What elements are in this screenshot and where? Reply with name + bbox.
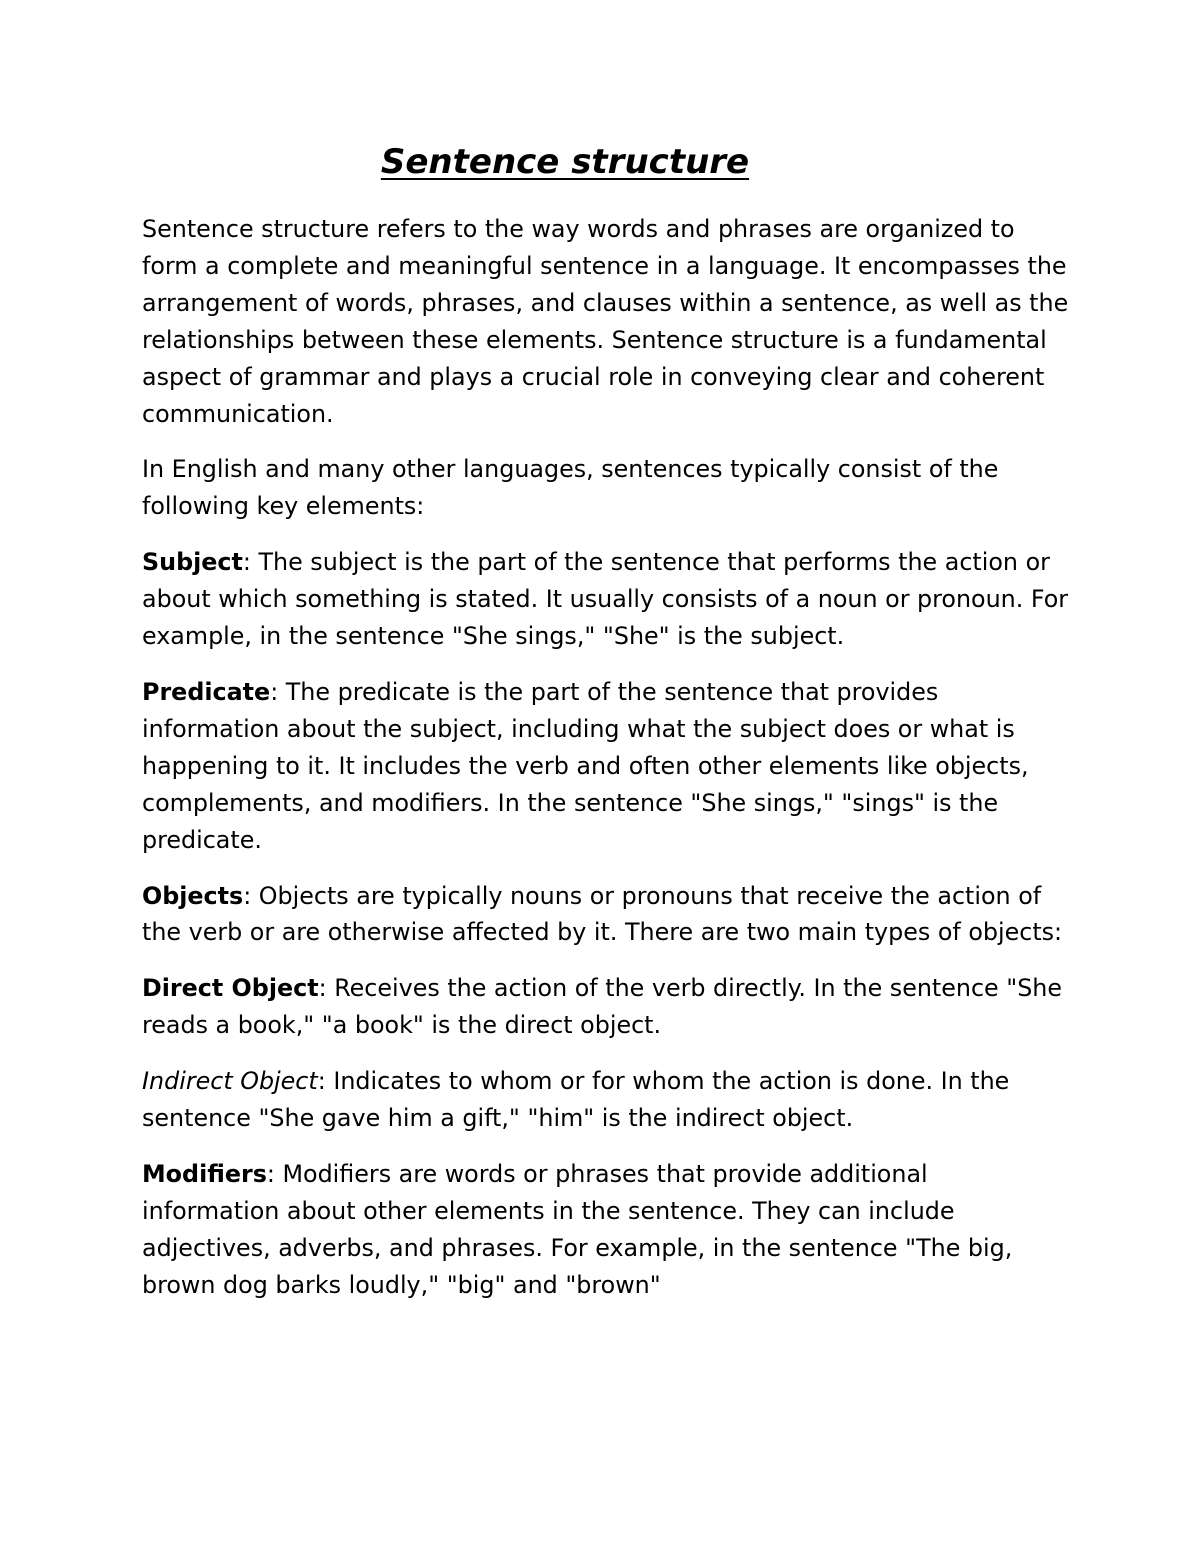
paragraph-text: Sentence structure refers to the way words and phrases are organized to form a complete and meaningful sentence in a language. It encompasses the arrangement of words, phrases, and clauses within a sentence, as well as the relationships between these elements. Sentence structure is a fundamental aspect of grammar and plays a crucial role in conveying clear and coherent communication. [142, 215, 1069, 428]
paragraph-text: In English and many other languages, sentences typically consist of the following key elements: [142, 455, 999, 521]
term-modifiers: Modifiers [142, 1159, 267, 1188]
paragraph-text: : Objects are typically nouns or pronouns that receive the action of the verb or are otherwise affected by it. There are two main types of objects: [142, 881, 1063, 947]
term-predicate: Predicate [142, 677, 271, 706]
direct-object-paragraph [142, 970, 1072, 1044]
indirect-object-paragraph [142, 1063, 1072, 1137]
document-body [142, 211, 1072, 1323]
intro-paragraph [142, 211, 1072, 432]
page-title: Sentence structure [380, 142, 750, 182]
term-subject: Subject [142, 548, 243, 577]
paragraph-text: : The subject is the part of the sentence that performs the action or about which something is stated. It usually consists of a noun or pronoun. For example, in the sentence "She sings," "She" is the subject. [142, 548, 1069, 651]
paragraph-text: : The predicate is the part of the sentence that provides information about the subject, including what the subject does or what is happening to it. It includes the verb and often other elements like objects, complements, and modifiers. In the sentence "She sings," "sings" is the predicate. [142, 677, 1029, 854]
paragraph-text: : Indicates to whom or for whom the action is done. In the sentence "She gave him a gift," "him" is the indirect object. [142, 1067, 1010, 1133]
key-elements-paragraph [142, 451, 1072, 525]
term-indirect-object: Indirect Object [142, 1067, 318, 1096]
paragraph-text: : Receives the action of the verb directly. In the sentence "She reads a book," "a book" is the direct object. [142, 974, 1063, 1040]
subject-paragraph [142, 544, 1072, 655]
modifiers-paragraph [142, 1156, 1072, 1304]
term-objects: Objects [142, 881, 244, 910]
paragraph-text: : Modifiers are words or phrases that provide additional information about other elements in the sentence. They can include adjectives, adverbs, and phrases. For example, in the sentence "The big, brown dog barks loudly," "big" and "brown" [142, 1159, 1013, 1299]
term-direct-object: Direct Object [142, 974, 319, 1003]
objects-paragraph [142, 878, 1072, 952]
predicate-paragraph [142, 674, 1072, 859]
